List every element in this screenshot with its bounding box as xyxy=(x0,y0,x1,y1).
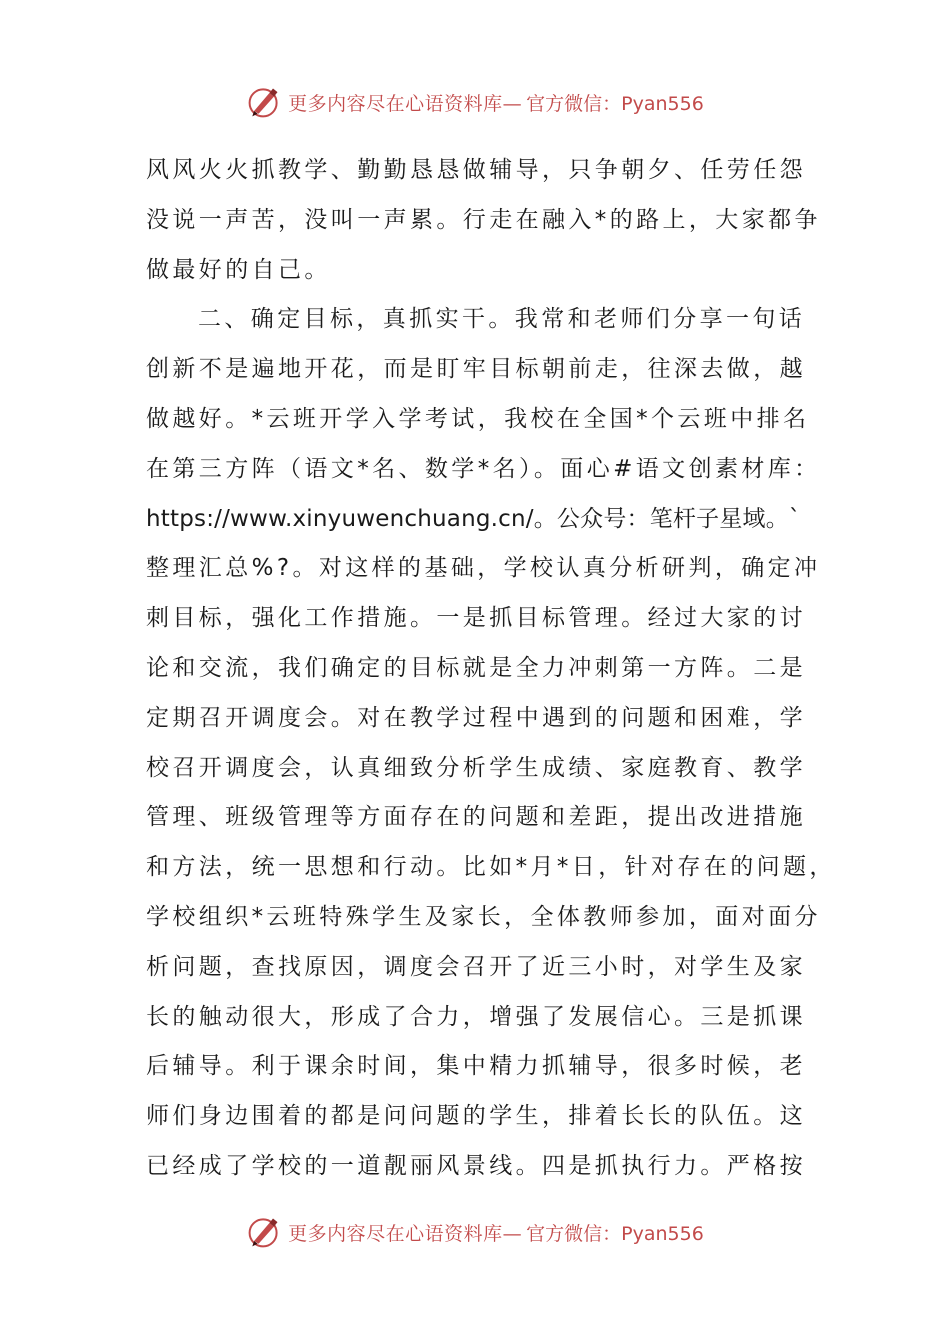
body-line: 师们身边围着的都是问问题的学生，排着长长的队伍。这 xyxy=(146,1103,806,1130)
body-line: 后辅导。利于课余时间，集中精力抓辅导，很多时候，老 xyxy=(146,1053,806,1080)
body-line: 校召开调度会，认真细致分析学生成绩、家庭教育、教学 xyxy=(146,754,806,781)
body-line: 做最好的自己。 xyxy=(146,256,331,283)
document-body xyxy=(146,146,836,1192)
watermark-site-text: 更多内容尽在心语资料库— xyxy=(288,1222,523,1245)
url-line: https://www.xinyuwenchuang.cn/。公众号：笔杆子星域。` xyxy=(146,505,801,532)
body-line: 管理、班级管理等方面存在的问题和差距，提出改进措施 xyxy=(146,804,806,831)
body-line: 做越好。*云班开学入学考试，我校在全国*个云班中排名 xyxy=(146,405,810,432)
body-line: 论和交流，我们确定的目标就是全力冲刺第一方阵。二是 xyxy=(146,654,806,681)
body-line: 定期召开调度会。对在教学过程中遇到的问题和困难，学 xyxy=(146,704,806,731)
body-line: 没说一声苦，没叫一声累。行走在融入*的路上，大家都争 xyxy=(146,206,821,233)
footer-watermark xyxy=(0,1210,950,1254)
body-line: 析问题，查找原因，调度会召开了近三小时，对学生及家 xyxy=(146,953,806,980)
section-heading-line: 二、确定目标，真抓实干。我常和老师们分享一句话 xyxy=(198,306,806,333)
watermark-site-text: 更多内容尽在心语资料库— xyxy=(288,92,523,115)
body-line: 风风火火抓教学、勤勤恳恳做辅导，只争朝夕、任劳任怨 xyxy=(146,157,806,183)
body-line: 已经成了学校的一道靓丽风景线。四是抓执行力。严格按 xyxy=(146,1152,806,1179)
pen-nib-logo-icon xyxy=(246,1214,282,1250)
header-watermark xyxy=(0,80,950,124)
body-line: 和方法，统一思想和行动。比如*月*日，针对存在的问题， xyxy=(146,854,836,881)
body-line: 刺目标，强化工作措施。一是抓目标管理。经过大家的讨 xyxy=(146,605,806,632)
watermark-contact-text: 官方微信：Pyan556 xyxy=(526,92,704,115)
watermark-contact-text: 官方微信：Pyan556 xyxy=(526,1222,704,1245)
body-line: 整理汇总%?。对这样的基础，学校认真分析研判，确定冲 xyxy=(146,555,821,582)
body-line: 长的触动很大，形成了合力，增强了发展信心。三是抓课 xyxy=(146,1003,806,1030)
body-line: 学校组织*云班特殊学生及家长，全体教师参加，面对面分 xyxy=(146,903,821,930)
pen-nib-logo-icon xyxy=(246,84,282,120)
body-line: 创新不是遍地开花，而是盯牢目标朝前走，往深去做，越 xyxy=(146,356,806,383)
body-line: 在第三方阵（语文*名、数学*名）。面心#语文创素材库： xyxy=(146,455,821,482)
